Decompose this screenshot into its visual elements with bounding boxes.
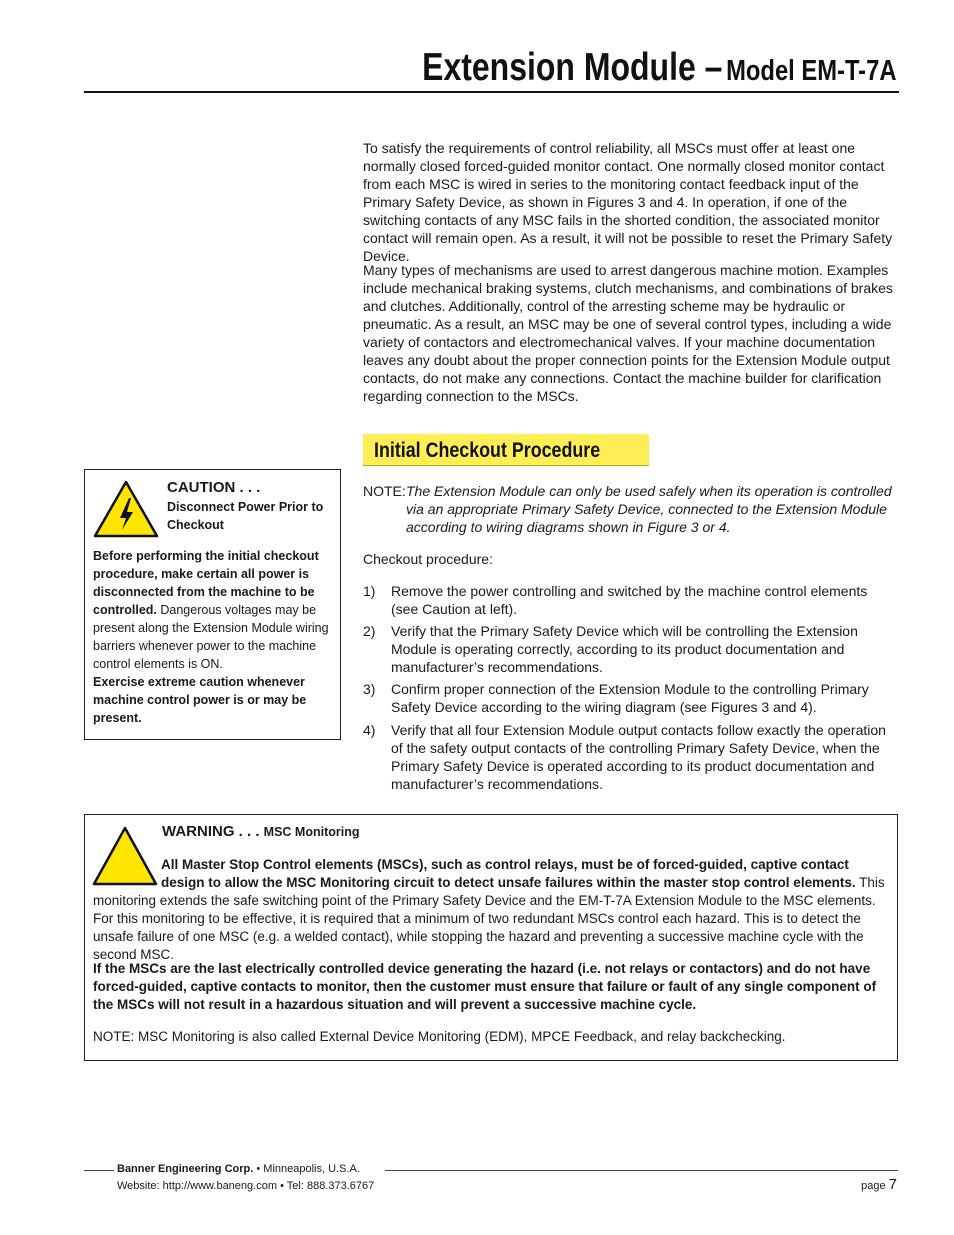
caution-body [93,547,335,727]
caution-box [84,469,341,740]
caution-subtitle: Disconnect Power Prior to Checkout [167,500,324,532]
note-text: The Extension Module can only be used safely when its operation is controlled via an appropriate Primary Safety Device, connected to the Extension Module according to wiring diagrams shown in Figure 3 or 4. [406,483,892,535]
checkout-step: 3) Confirm proper connection of the Extension Module to the controlling Primary Safety Device according to the wiring diagram (see Figures 3 and 4). [363,681,869,715]
warning-note: NOTE: MSC Monitoring is also called External Device Monitoring (EDM), MPCE Feedback, and relay backchecking. [93,1029,786,1044]
footer-rule [84,1170,114,1171]
caution-bold-text-2: Exercise extreme caution whenever machine control power is or may be present. [93,675,307,725]
warning-paragraph-2: If the MSCs are the last electrically controlled device generating the hazard (i.e. not relays or contactors) and do not have forced-guided, captive contacts to monitor, then the customer must ensure that failure or fault of any single component of the MSCs will not result in a hazardous situation and will prevent a successive machine cycle. [93,961,877,1012]
checkout-note [363,482,898,536]
warning-text: This monitoring extends the safe switching point of the Primary Safety Device and the EM-T-7A Extension Module to the MSC elements. For this monitoring to be effective, it is required that a minimum of two redundant MSCs control each hazard. This is to detect the unsafe failure of one MSC (e.g. a welded contact), while stopping the hazard and preventing a successive machine cycle with the second MSC. [93,875,885,962]
checkout-step: 4) Verify that all four Extension Module output contacts follow exactly the operation of the safety output contacts of the controlling Primary Safety Device, when the Primary Safety Device is operated according to its product documentation and manufacturer’s recommendations. [363,722,886,792]
caution-title: CAUTION . . . [167,479,261,496]
warning-box [84,814,898,1061]
body-paragraph-2: Many types of mechanisms are used to arrest dangerous machine motion. Examples include mechanical braking systems, clutch mechanisms, and combinations of brakes and clutches. Additionally, control of the arresting scheme may be hydraulic or pneumatic. As a result, an MSC may be one of several control types, including a wide variety of contactors and electromechanical valves. If your machine documentation leaves any doubt about the proper connection points for the Extension Module output contacts, do not make any connections. Contact the machine builder for clarification regarding connection to the MSCs. [363,262,893,404]
caution-bold-text: Before performing the initial checkout procedure, make certain all power is disconnected from the machine to be controlled. [93,549,319,617]
checkout-step: 2) Verify that the Primary Safety Device which will be controlling the Extension Module is operating correctly, according to its product documentation and manufacturer’s recommendations. [363,623,858,675]
checkout-steps [363,582,898,793]
note-label: NOTE: [363,483,406,499]
warning-subtitle: MSC Monitoring [263,825,360,839]
warning-title: WARNING . . . [162,823,260,840]
header-rule [84,91,899,93]
section-heading-checkout: Initial Checkout Procedure [363,434,649,466]
footer-website: Website: http://www.baneng.com [117,1180,277,1192]
footer-contact: Website: http://www.baneng.com • Tel: 888.373.6767 [117,1180,375,1192]
high-voltage-warning-icon [93,480,159,538]
warning-bold-text: All Master Stop Control elements (MSCs), such as control relays, must be of forced-guided, captive contact design to allow the MSC Monitoring circuit to detect unsafe failures within the master stop control elements. [161,857,856,890]
page-number: page 7 [861,1176,897,1193]
title-main: Extension Module – [422,46,723,89]
warning-paragraph-1 [93,856,889,964]
page-title [423,48,897,87]
checkout-intro: Checkout procedure: [363,551,493,567]
title-model: Model EM-T-7A [726,55,897,87]
body-paragraph-1: To satisfy the requirements of control reliability, all MSCs must offer at least one normally closed forced-guided monitor contact. One normally closed monitor contact from each MSC is wired in series to the monitoring contact feedback input of the Primary Safety Device, as shown in Figures 3 and 4. In operation, if one of the switching contacts of any MSC fails in the shorted condition, the associated monitor contact will remain open. As a result, it will not be possible to reset the Primary Safety Device. [363,140,893,264]
checkout-step: 1) Remove the power controlling and switched by the machine control elements (see Caution at left). [363,583,868,617]
footer-company: Banner Engineering Corp. • Minneapolis, U.S.A. [117,1163,360,1175]
footer-tel: Tel: 888.373.6767 [286,1180,375,1192]
warning-heading [162,823,360,840]
caution-text: Dangerous voltages may be present along the Extension Module wiring barriers whenever power to the machine control elements is ON. [93,603,329,671]
footer-rule [385,1170,898,1171]
